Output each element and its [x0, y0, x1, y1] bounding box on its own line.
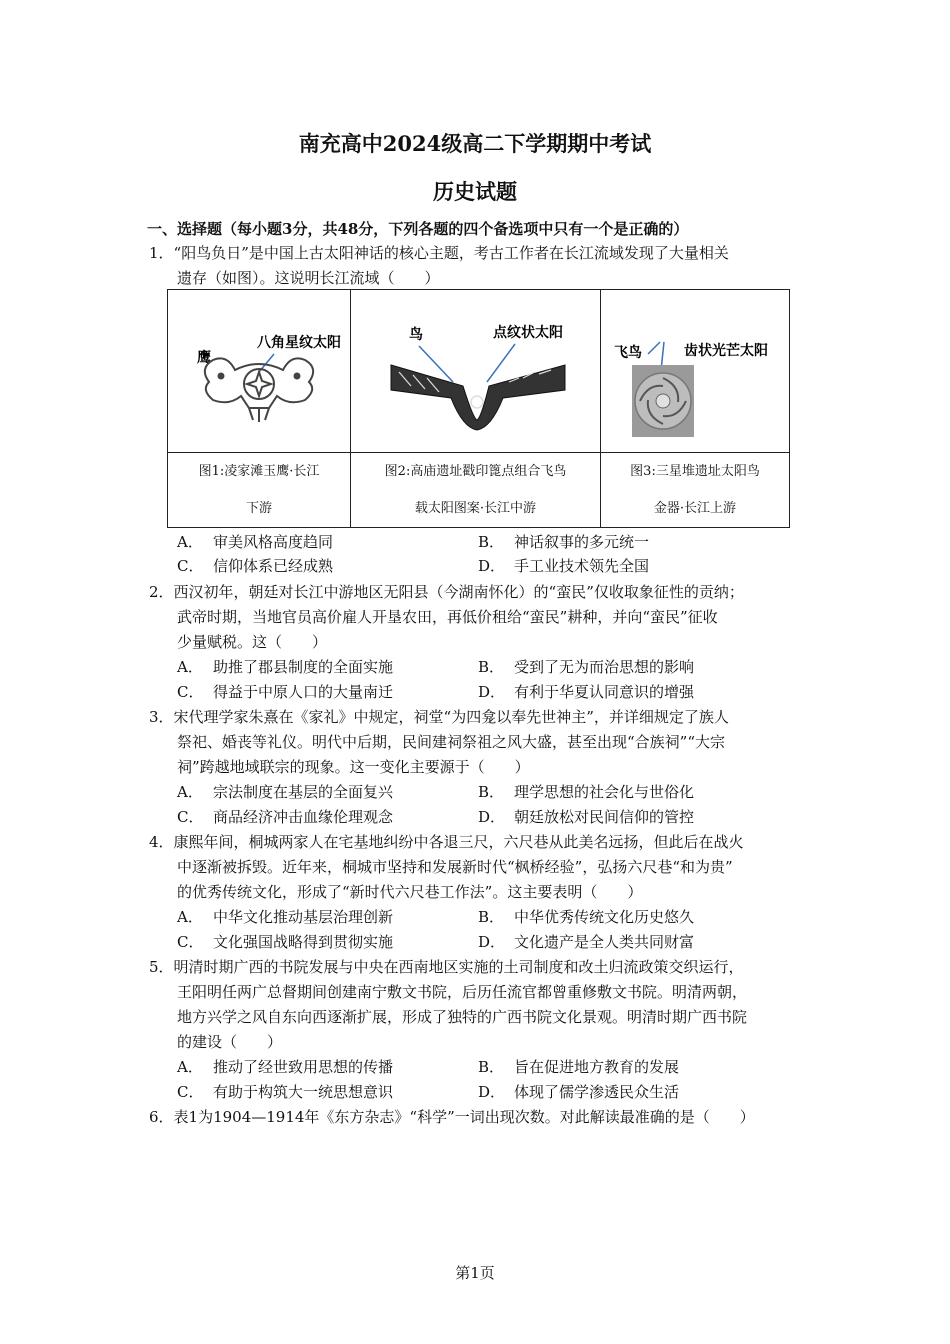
- q2-option-a[interactable]: A． 助推了郡县制度的全面实施: [177, 658, 394, 676]
- q3-line-1: 3．宋代理学家朱熹在《家礼》中规定，祠堂“为四龛以奉先世神主”，并详细规定了族人: [149, 708, 729, 726]
- svg-text:八角星纹太阳: 八角星纹太阳: [257, 335, 341, 351]
- q1-option-d[interactable]: D． 手工业技术领先全国: [478, 557, 650, 575]
- q4-line-2: 中逐渐被拆毁。近年来，桐城市坚持和发展新时代“枫桥经验”，弘扬六尺巷“和为贵”: [177, 858, 733, 876]
- exam-subtitle: 历史试题: [433, 179, 517, 204]
- q2-option-d[interactable]: D． 有利于华夏认同意识的增强: [478, 683, 695, 701]
- section-heading: 一、选择题（每小题3分，共48分，下列各题的四个备选项中只有一个是正确的）: [147, 220, 689, 238]
- q3-option-a[interactable]: A． 宗法制度在基层的全面复兴: [177, 783, 394, 801]
- q1-option-b[interactable]: B． 神话叙事的多元统一: [478, 533, 650, 551]
- q4-option-c[interactable]: C． 文化强国战略得到贯彻实施: [177, 933, 394, 951]
- q2-line-3: 少量赋税。这（ ）: [177, 633, 328, 651]
- q5-option-d[interactable]: D． 体现了儒学渗透民众生活: [478, 1083, 680, 1101]
- q1-figure-table: [167, 289, 790, 528]
- q2-option-c[interactable]: C． 得益于中原人口的大量南迁: [177, 683, 394, 701]
- svg-text:齿状光芒太阳: 齿状光芒太阳: [684, 343, 768, 359]
- figure-3-caption: 图3:三星堆遗址太阳鸟 金器·长江上游: [601, 453, 790, 528]
- q2-option-b[interactable]: B． 受到了无为而治思想的影响: [478, 658, 695, 676]
- q5-option-c[interactable]: C． 有助于构筑大一统思想意识: [177, 1083, 394, 1101]
- figure-1-caption: 图1:凌家滩玉鹰·长江 下游: [168, 453, 351, 528]
- q5-line-2: 王阳明任两广总督期间创建南宁敷文书院，后历任流官都曾重修敷文书院。明清两朝，: [177, 983, 748, 1001]
- exam-title: 南充高中2024级高二下学期期中考试: [298, 131, 652, 156]
- q1-option-c[interactable]: C． 信仰体系已经成熟: [177, 557, 334, 575]
- q3-option-d[interactable]: D． 朝廷放松对民间信仰的管控: [478, 808, 695, 826]
- q4-option-a[interactable]: A． 中华文化推动基层治理创新: [177, 908, 394, 926]
- q3-option-b[interactable]: B． 理学思想的社会化与世俗化: [478, 783, 695, 801]
- q5-line-3: 地方兴学之风自东向西逐渐扩展，形成了独特的广西书院文化景观。明清时期广西书院: [177, 1008, 748, 1026]
- figure-2-cell: [351, 290, 601, 453]
- gaomiao-bird-sun-image: [353, 290, 599, 448]
- q5-option-b[interactable]: B． 旨在促进地方教育的发展: [478, 1058, 680, 1076]
- page-number: 第1页: [455, 1264, 495, 1282]
- q3-line-2: 祭祀、婚丧等礼仪。明代中后期，民间建祠祭祖之风大盛，甚至出现“合族祠”“大宗: [177, 733, 726, 751]
- q1-line-2: 遗存（如图）。这说明长江流域（ ）: [177, 269, 440, 287]
- svg-text:鹰: 鹰: [197, 350, 211, 366]
- q1-line-1: 1．“阳鸟负日”是中国上古太阳神话的核心主题，考古工作者在长江流域发现了大量相关: [149, 244, 729, 262]
- q5-option-a[interactable]: A． 推动了经世致用思想的传播: [177, 1058, 394, 1076]
- q6-line-1: 6．表1为1904—1914年《东方杂志》“科学”一词出现次数。对此解读最准确的是（ ）: [149, 1108, 755, 1126]
- sanxingdui-gold-image: [602, 290, 788, 448]
- q5-line-4: 的建设（ ）: [177, 1033, 283, 1051]
- figure-2-caption: 图2:高庙遗址戳印篦点组合飞鸟 载太阳图案·长江中游: [351, 453, 601, 528]
- q4-line-1: 4．康熙年间，桐城两家人在宅基地纠纷中各退三尺，六尺巷从此美名远扬，但此后在战火: [149, 833, 744, 851]
- q2-line-1: 2．西汉初年，朝廷对长江中游地区无阳县（今湖南怀化）的“蛮民”仅收取象征性的贡纳；: [149, 583, 744, 601]
- svg-text:点纹状太阳: 点纹状太阳: [492, 325, 563, 341]
- q4-option-b[interactable]: B． 中华优秀传统文化历史悠久: [478, 908, 695, 926]
- q3-line-3: 祠”跨越地域联宗的现象。这一变化主要源于（ ）: [177, 758, 530, 776]
- q1-option-a[interactable]: A． 审美风格高度趋同: [177, 533, 334, 551]
- q5-line-1: 5．明清时期广西的书院发展与中央在西南地区实施的土司制度和改土归流政策交织运行，: [149, 958, 744, 976]
- figure-3-cell: [601, 290, 790, 453]
- q4-line-3: 的优秀传统文化，形成了“新时代六尺巷工作法”。这主要表明（ ）: [177, 883, 643, 901]
- q3-option-c[interactable]: C． 商品经济冲击血缘伦理观念: [177, 808, 394, 826]
- figure-1-cell: [168, 290, 351, 453]
- svg-text:鸟: 鸟: [408, 327, 423, 343]
- jade-eagle-image: [169, 290, 349, 448]
- q4-option-d[interactable]: D． 文化遗产是全人类共同财富: [478, 933, 695, 951]
- q2-line-2: 武帝时期，当地官员高价雇人开垦农田，再低价租给“蛮民”耕种，并向“蛮民”征收: [177, 608, 718, 626]
- svg-text:飞鸟: 飞鸟: [614, 345, 642, 361]
